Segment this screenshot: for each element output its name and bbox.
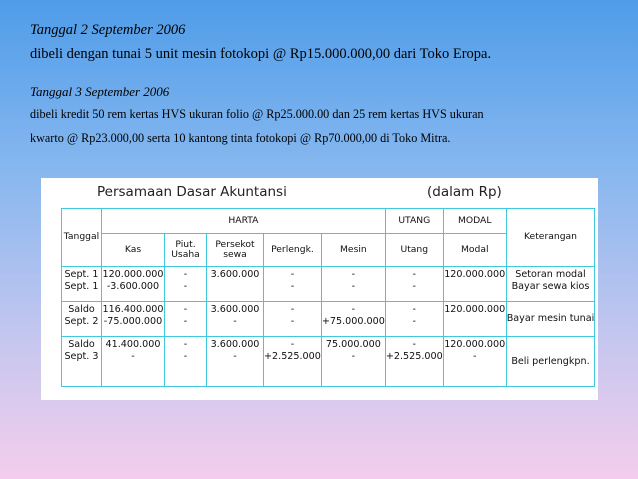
cell-piutang: - - bbox=[165, 267, 207, 302]
cell-utang: - - bbox=[385, 302, 443, 337]
cell-persekot: 3.600.000 bbox=[207, 267, 264, 302]
cell-keterangan: Bayar mesin tunai bbox=[506, 302, 595, 337]
table-row bbox=[62, 302, 595, 337]
cell-utang: - +2.525.000 bbox=[385, 337, 443, 387]
cell-perlengkapan: - +2.525.000 bbox=[264, 337, 322, 387]
header-keterangan: Keterangan bbox=[506, 209, 595, 267]
accounting-equation-table bbox=[61, 208, 595, 387]
header-harta: HARTA bbox=[102, 209, 386, 234]
header-tanggal: Tanggal bbox=[62, 209, 102, 267]
table-title: Persamaan Dasar Akuntansi bbox=[97, 184, 287, 200]
cell-utang: - - bbox=[385, 267, 443, 302]
transaction-text-2b: kwarto @ Rp23.000,00 serta 10 kantong tinta fotokopi @ Rp70.000,00 di Toko Mitra. bbox=[30, 131, 451, 145]
cell-perlengkapan: - - bbox=[264, 267, 322, 302]
subheader-persekot: Persekot sewa bbox=[207, 234, 264, 267]
transaction-text-2a: dibeli kredit 50 rem kertas HVS ukuran folio @ Rp25.000.00 dan 25 rem kertas HVS ukuran bbox=[30, 107, 484, 121]
header-modal: MODAL bbox=[443, 209, 506, 234]
cell-keterangan: Setoran modal Bayar sewa kios bbox=[506, 267, 595, 302]
date-heading-1: Tanggal 2 September 2006 bbox=[30, 22, 186, 38]
cell-piutang: - - bbox=[165, 337, 207, 387]
cell-piutang: - - bbox=[165, 302, 207, 337]
cell-mesin: - - bbox=[321, 267, 385, 302]
cell-tanggal: Saldo Sept. 3 bbox=[62, 337, 102, 387]
cell-mesin: 75.000.000 - bbox=[321, 337, 385, 387]
cell-kas: 116.400.000 -75.000.000 bbox=[102, 302, 165, 337]
table-row bbox=[62, 267, 595, 302]
cell-tanggal: Sept. 1 Sept. 1 bbox=[62, 267, 102, 302]
date-heading-2: Tanggal 3 September 2006 bbox=[30, 84, 170, 99]
subheader-perlengkapan: Perlengk. bbox=[264, 234, 322, 267]
cell-perlengkapan: - - bbox=[264, 302, 322, 337]
subheader-mesin: Mesin bbox=[321, 234, 385, 267]
subheader-kas: Kas bbox=[102, 234, 165, 267]
header-utang: UTANG bbox=[385, 209, 443, 234]
table-row bbox=[62, 337, 595, 387]
cell-modal: 120.000.000 bbox=[443, 267, 506, 302]
cell-tanggal: Saldo Sept. 2 bbox=[62, 302, 102, 337]
accounting-table-panel bbox=[41, 178, 598, 400]
cell-persekot: 3.600.000 - bbox=[207, 337, 264, 387]
cell-modal: 120.000.000 - bbox=[443, 337, 506, 387]
cell-mesin: - +75.000.000 bbox=[321, 302, 385, 337]
cell-persekot: 3.600.000 - bbox=[207, 302, 264, 337]
table-unit: (dalam Rp) bbox=[427, 184, 502, 200]
subheader-piutang: Piut. Usaha bbox=[165, 234, 207, 267]
subheader-utang: Utang bbox=[385, 234, 443, 267]
subheader-modal: Modal bbox=[443, 234, 506, 267]
cell-kas: 41.400.000 - bbox=[102, 337, 165, 387]
cell-modal: 120.000.000 bbox=[443, 302, 506, 337]
cell-kas: 120.000.000 -3.600.000 bbox=[102, 267, 165, 302]
transaction-text-1: dibeli dengan tunai 5 unit mesin fotokopi @ Rp15.000.000,00 dari Toko Eropa. bbox=[30, 46, 492, 62]
cell-keterangan: Beli perlengkpn. bbox=[506, 337, 595, 387]
